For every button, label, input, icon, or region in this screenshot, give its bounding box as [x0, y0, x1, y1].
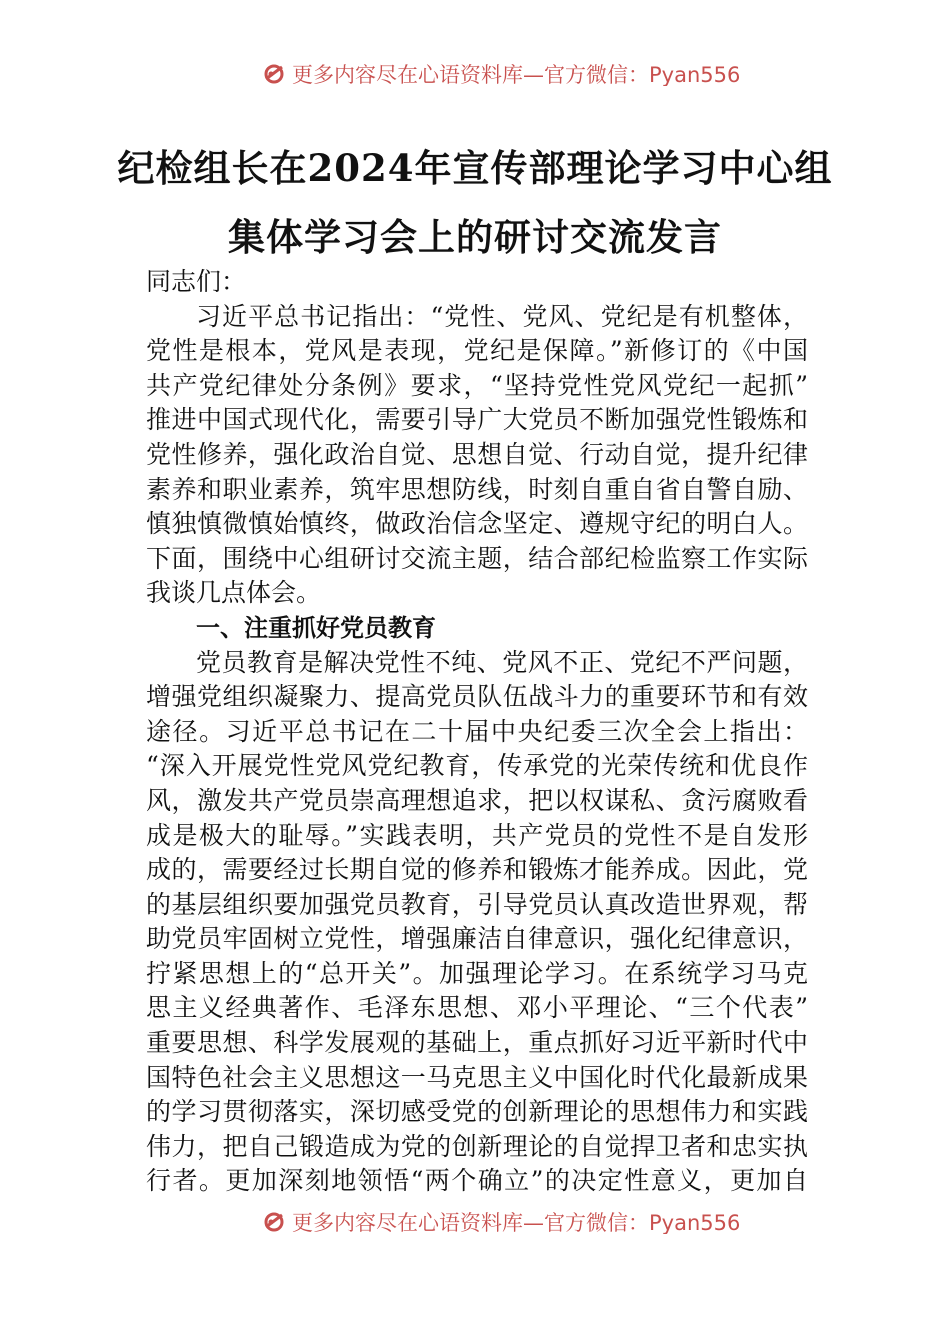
paragraph-line: 习近平总书记指出：“党性、党风、党纪是有机整体，: [196, 301, 808, 331]
document-title-line-2: 集体学习会上的研讨交流发言: [228, 215, 722, 259]
section-heading: 一、注重抓好党员教育: [196, 613, 436, 642]
paragraph-line: 我谈几点体会。: [146, 578, 322, 608]
watermark-header: [0, 54, 950, 86]
paragraph-line: 思主义经典著作、毛泽东思想、邓小平理论、“三个代表”: [146, 993, 808, 1023]
watermark-footer: [0, 1202, 950, 1234]
paragraph-line: 助党员牢固树立党性，增强廉洁自律意识，强化纪律意识，: [146, 924, 808, 954]
paragraph-line: “深入开展党性党风党纪教育，传承党的光荣传统和优良作: [146, 751, 808, 781]
paragraph-line: 成是极大的耻辱。”实践表明，共产党员的党性不是自发形: [146, 820, 808, 850]
paragraph-line: 党性是根本，党风是表现，党纪是保障。”新修订的《中国: [146, 336, 808, 366]
logo-icon: [262, 1209, 288, 1234]
paragraph-line: 增强党组织凝聚力、提高党员队伍战斗力的重要环节和有效: [146, 682, 808, 712]
paragraph-line: 行者。更加深刻地领悟“两个确立”的决定性意义，更加自: [146, 1166, 808, 1196]
watermark-text: 更多内容尽在心语资料库—官方微信：Pyan556: [292, 63, 741, 86]
paragraph-line: 党性修养，强化政治自觉、思想自觉、行动自觉，提升纪律: [146, 439, 808, 469]
watermark-text: 更多内容尽在心语资料库—官方微信：Pyan556: [292, 1211, 741, 1234]
paragraph-line: 慎独慎微慎始慎终，做政治信念坚定、遵规守纪的明白人。: [146, 509, 808, 539]
paragraph-line: 党员教育是解决党性不纯、党风不正、党纪不严问题，: [196, 647, 808, 677]
paragraph-line: 国特色社会主义思想这一马克思主义中国化时代化最新成果: [146, 1062, 808, 1092]
paragraph-line: 途径。习近平总书记在二十届中央纪委三次全会上指出：: [146, 716, 808, 746]
paragraph-line: 成的，需要经过长期自觉的修养和锻炼才能养成。因此，党: [146, 855, 808, 885]
paragraph-line: 的基层组织要加强党员教育，引导党员认真改造世界观，帮: [146, 889, 808, 919]
paragraph-line: 下面，围绕中心组研讨交流主题，结合部纪检监察工作实际: [146, 543, 808, 573]
paragraph-line: 素养和职业素养，筑牢思想防线，时刻自重自省自警自励、: [146, 474, 808, 504]
greeting: 同志们：: [146, 267, 247, 296]
paragraph-line: 拧紧思想上的“总开关”。加强理论学习。在系统学习马克: [146, 958, 808, 988]
paragraph-line: 重要思想、科学发展观的基础上，重点抓好习近平新时代中: [146, 1028, 808, 1058]
paragraph-line: 风，激发共产党员崇高理想追求，把以权谋私、贪污腐败看: [146, 785, 808, 815]
logo-icon: [262, 61, 288, 86]
paragraph-line: 共产党纪律处分条例》要求，“坚持党性党风党纪一起抓”: [146, 370, 808, 400]
document-title-line-1: 纪检组长在2024年宣传部理论学习中心组: [117, 146, 833, 190]
paragraph-line: 的学习贯彻落实，深切感受党的创新理论的思想伟力和实践: [146, 1097, 808, 1127]
paragraph-line: 推进中国式现代化，需要引导广大党员不断加强党性锻炼和: [146, 405, 808, 435]
document-body: [146, 265, 808, 1199]
paragraph-line: 伟力，把自己锻造成为党的创新理论的自觉捍卫者和忠实执: [146, 1131, 808, 1161]
